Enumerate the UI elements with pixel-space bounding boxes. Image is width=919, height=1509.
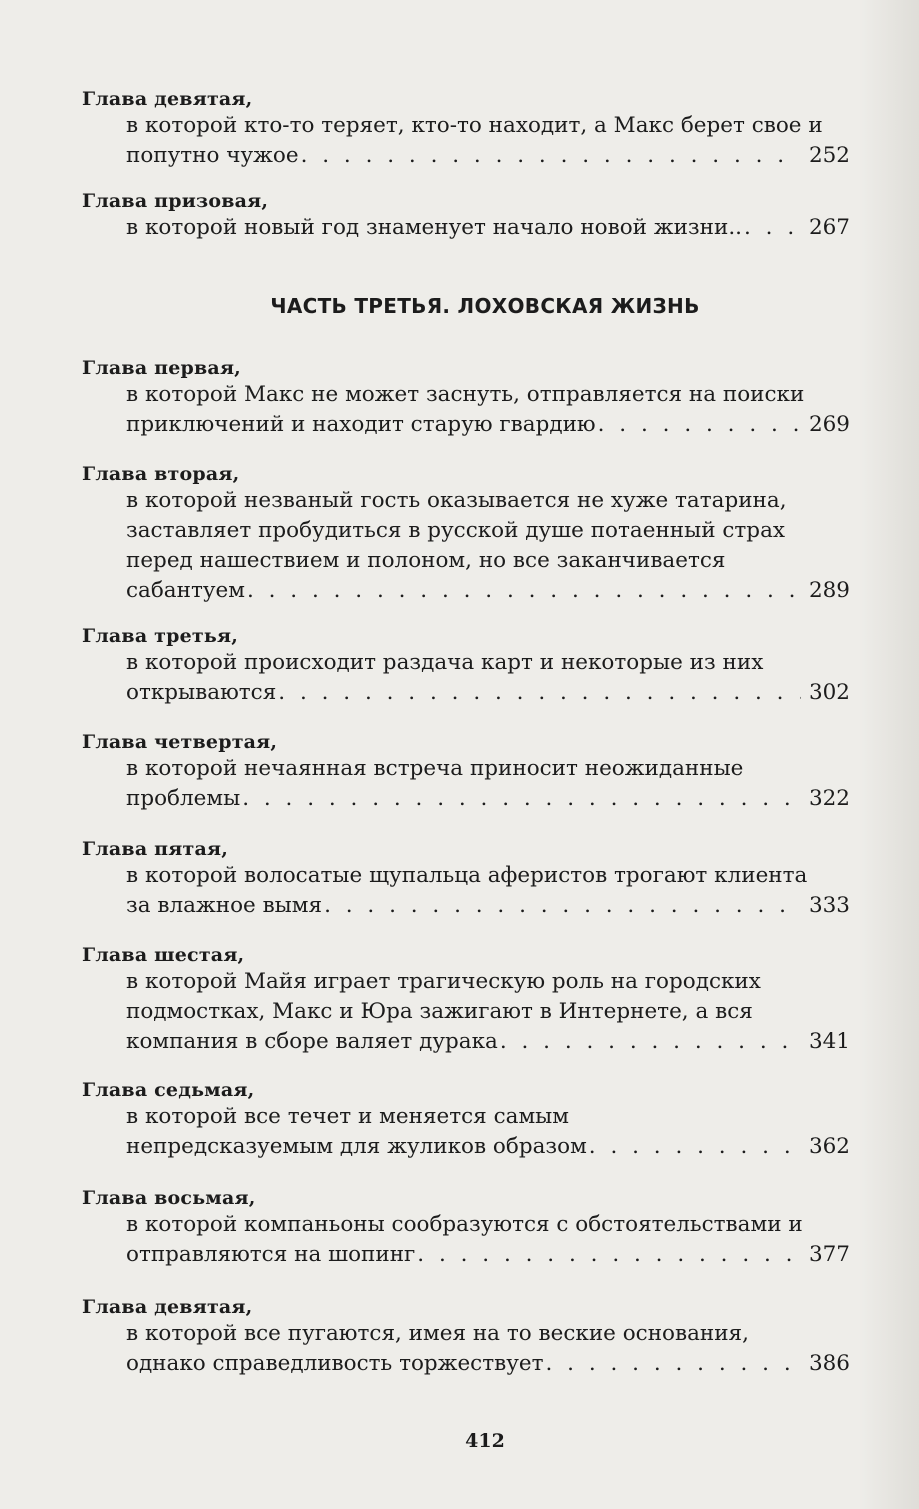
chapter-title: Глава четвертая,: [82, 731, 278, 753]
chapter-title: Глава вторая,: [82, 463, 240, 485]
chapter-page-number: 267: [808, 215, 850, 240]
chapter-last-line: [126, 1027, 850, 1057]
chapter-page-number: 341: [808, 1029, 850, 1054]
chapter-last-line: [126, 576, 850, 606]
chapter-description-line: заставляет пробудиться в русской душе потаенный страх: [126, 518, 786, 543]
page-edge-shadow: [859, 0, 919, 1509]
chapter-page-number: 252: [808, 143, 850, 168]
chapter-description-line: в которой волосатые щупальца аферистов трогают клиента: [126, 863, 808, 888]
dot-leader: [744, 213, 801, 243]
chapter-page-number: 386: [808, 1351, 850, 1376]
dot-leader: [546, 1349, 801, 1379]
chapter-page-number: 302: [808, 680, 850, 705]
chapter-title: Глава восьмая,: [82, 1187, 256, 1209]
chapter-description-end: проблемы: [126, 786, 241, 811]
chapter-title: Глава девятая,: [82, 88, 253, 110]
dot-leader: [598, 410, 801, 440]
chapter-description-end: сабантуем: [126, 578, 245, 603]
chapter-description-line: в которой все течет и меняется самым: [126, 1104, 569, 1129]
page-number: 412: [465, 1430, 505, 1452]
chapter-title: Глава первая,: [82, 357, 241, 379]
part-heading: ЧАСТЬ ТРЕТЬЯ. ЛОХОВСКАЯ ЖИЗНЬ: [270, 294, 700, 318]
chapter-page-number: 322: [808, 786, 850, 811]
chapter-description-line: перед нашествием и полоном, но все заканчивается: [126, 548, 726, 573]
chapter-description-end: компания в сборе валяет дурака: [126, 1029, 498, 1054]
chapter-description-end: попутно чужое: [126, 143, 299, 168]
dot-leader: [242, 784, 801, 814]
chapter-last-line: [126, 213, 850, 243]
chapter-last-line: [126, 678, 850, 708]
chapter-description-end: за влажное вымя: [126, 893, 323, 918]
chapter-title: Глава третья,: [82, 625, 239, 647]
chapter-last-line: [126, 141, 850, 171]
chapter-last-line: [126, 1132, 850, 1162]
chapter-description-end: в которой новый год знаменует начало новой жизни..: [126, 215, 742, 240]
dot-leader: [417, 1240, 801, 1270]
dot-leader: [278, 678, 801, 708]
dot-leader: [324, 891, 801, 921]
dot-leader: [247, 576, 801, 606]
chapter-description-line: в которой кто-то теряет, кто-то находит, а Макс берет свое и: [126, 113, 823, 138]
chapter-description-end: приключений и находит старую гвардию: [126, 412, 596, 437]
dot-leader: [589, 1132, 801, 1162]
chapter-page-number: 269: [808, 412, 850, 437]
chapter-description-line: подмостках, Макс и Юра зажигают в Интернете, а вся: [126, 999, 753, 1024]
chapter-description-line: в которой нечаянная встреча приносит неожиданные: [126, 756, 744, 781]
chapter-description-end: однако справедливость торжествует: [126, 1351, 544, 1376]
chapter-description-end: непредсказуемым для жуликов образом: [126, 1134, 587, 1159]
chapter-last-line: [126, 784, 850, 814]
chapter-page-number: 377: [808, 1242, 850, 1267]
chapter-title: Глава пятая,: [82, 838, 229, 860]
chapter-description-line: в которой компаньоны сообразуются с обстоятельствами и: [126, 1212, 803, 1237]
chapter-description-end: отправляются на шопинг: [126, 1242, 416, 1267]
dot-leader: [301, 141, 801, 171]
chapter-last-line: [126, 1349, 850, 1379]
chapter-title: Глава шестая,: [82, 944, 245, 966]
chapter-page-number: 333: [808, 893, 850, 918]
chapter-title: Глава призовая,: [82, 190, 269, 212]
chapter-description-line: в которой незваный гость оказывается не хуже татарина,: [126, 488, 787, 513]
dot-leader: [500, 1027, 801, 1057]
chapter-description-line: в которой все пугаются, имея на то веские основания,: [126, 1321, 749, 1346]
chapter-last-line: [126, 410, 850, 440]
chapter-page-number: 289: [808, 578, 850, 603]
chapter-description-line: в которой Майя играет трагическую роль на городских: [126, 969, 761, 994]
chapter-page-number: 362: [808, 1134, 850, 1159]
chapter-last-line: [126, 1240, 850, 1270]
chapter-title: Глава девятая,: [82, 1296, 253, 1318]
chapter-description-line: в которой происходит раздача карт и некоторые из них: [126, 650, 764, 675]
chapter-title: Глава седьмая,: [82, 1079, 255, 1101]
chapter-description-line: в которой Макс не может заснуть, отправляется на поиски: [126, 382, 805, 407]
chapter-last-line: [126, 891, 850, 921]
chapter-description-end: открываются: [126, 680, 277, 705]
